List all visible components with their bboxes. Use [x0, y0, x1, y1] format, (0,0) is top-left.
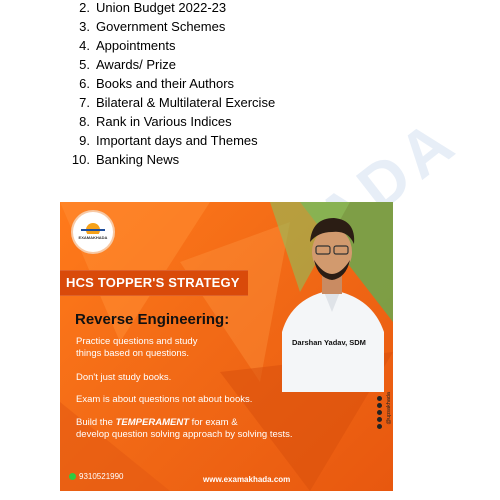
sunrise-icon: [73, 212, 113, 234]
list-item: 6. Books and their Authors: [79, 76, 235, 91]
brand-logo: EXAMAKHADA: [73, 212, 113, 252]
facebook-icon[interactable]: [377, 396, 382, 401]
banner-title: Reverse Engineering:: [75, 311, 230, 328]
list-item: 2. Union Budget 2022-23: [79, 0, 227, 15]
phone-contact[interactable]: 9310521990: [69, 472, 124, 481]
promo-banner[interactable]: [60, 202, 393, 491]
youtube-icon[interactable]: [377, 424, 382, 429]
website-link[interactable]: www.examakhada.com: [203, 475, 291, 484]
person-name: Darshan Yadav, SDM: [292, 338, 366, 347]
list-item: 8. Rank in Various Indices: [79, 114, 232, 129]
instagram-icon[interactable]: [377, 403, 382, 408]
tip-text: Don't just study books.: [76, 372, 172, 383]
social-handle: @upsakhada: [386, 392, 392, 425]
twitter-icon[interactable]: [377, 417, 382, 422]
topic-list: [62, 0, 442, 169]
list-item: 9. Important days and Themes: [79, 133, 258, 148]
list-item: 7. Bilateral & Multilateral Exercise: [79, 95, 276, 110]
strategy-ribbon: HCS TOPPER'S STRATEGY: [60, 270, 248, 296]
tip-text: Exam is about questions not about books.: [76, 394, 253, 405]
whatsapp-icon: [69, 473, 76, 480]
list-item: 4. Appointments: [79, 38, 176, 53]
list-item: 5. Awards/ Prize: [79, 57, 176, 72]
tip-text: Build the TEMPERAMENT for exam & develop question solving approach by solving tests.: [76, 417, 293, 440]
tip-text: Practice questions and study things based on questions.: [76, 336, 198, 359]
telegram-icon[interactable]: [377, 410, 382, 415]
list-item: 3. Government Schemes: [79, 19, 226, 34]
social-icons: [372, 394, 386, 431]
list-item: 10. Banking News: [71, 152, 180, 167]
person-photo: [272, 202, 393, 392]
